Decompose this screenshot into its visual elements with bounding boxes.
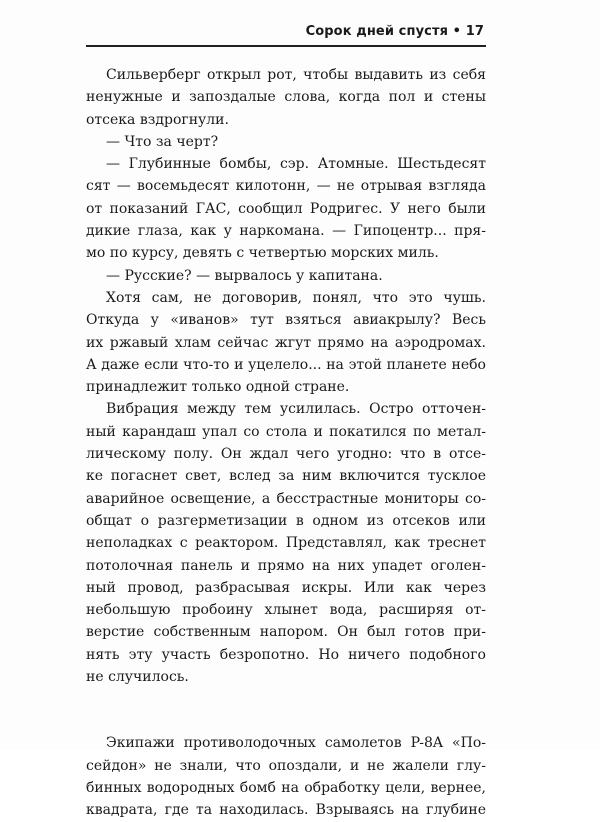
text-line: Хотя сам, не договорив, понял, что это чушь. xyxy=(106,289,486,306)
running-header: Сорок дней спустя • 17 xyxy=(305,24,484,39)
text-line: — Глубинные бомбы, сэр. Атомные. Шестьдесят xyxy=(106,156,486,173)
text-line: неполадках с реактором. Представлял, как треснет xyxy=(86,535,486,552)
text-line: не случилось. xyxy=(86,669,189,686)
text-line: ненужные и запоздалые слова, когда пол и стены xyxy=(86,89,486,106)
paragraph xyxy=(86,398,486,688)
paragraph xyxy=(86,131,486,153)
section-break xyxy=(86,688,486,710)
paragraph xyxy=(86,265,486,287)
text-line: квадрата, где та находилась. Взрываясь на глубине xyxy=(86,802,486,819)
paragraph xyxy=(86,287,486,398)
text-line: их ржавый хлам сейчас жгут прямо на аэродромах. xyxy=(86,334,486,351)
text-line: Откуда у «иванов» тут взяться авиакрылу? Весь xyxy=(86,312,486,329)
header-rule xyxy=(86,45,486,47)
paragraph xyxy=(86,732,486,821)
text-line: — Русские? — вырвалось у капитана. xyxy=(106,267,383,284)
text-line: мо по курсу, девять с четвертью морских миль. xyxy=(86,245,439,262)
text-line: ный провод, разбрасывая искры. Или как через xyxy=(86,579,486,596)
text-line: лическому полу. Он ждал чего угодно: что в отсе- xyxy=(86,446,486,463)
body-text xyxy=(86,64,486,822)
text-line: аварийное освещение, а бесстрастные мониторы со- xyxy=(86,490,486,507)
text-line: сейдон» не знали, что опоздали, и не жалели глу- xyxy=(86,757,486,774)
text-line: отсека вздрогнули. xyxy=(86,111,229,128)
text-line: дикие глаза, как у наркомана. — Гипоцентр... пря- xyxy=(86,223,486,240)
text-line: верстие собственным напором. Он был готов при- xyxy=(86,624,486,641)
section-break xyxy=(86,710,486,732)
paragraph xyxy=(86,153,486,264)
text-line: общат о разгерметизации в одном из отсеков или xyxy=(86,512,486,529)
text-line: ный карандаш упал со стола и покатился по метал- xyxy=(86,423,486,440)
text-line: нять эту участь безропотно. Но ничего подобного xyxy=(86,646,486,663)
text-line: — Что за черт? xyxy=(106,133,219,150)
text-line: А даже если что-то и уцелело... на этой планете небо xyxy=(86,356,486,373)
text-line: бинных водородных бомб на обработку цели, вернее, xyxy=(86,779,486,796)
text-line: небольшую пробоину хлынет вода, расширяя от- xyxy=(86,602,486,619)
paragraph xyxy=(86,64,486,131)
text-line: Сильверберг открыл рот, чтобы выдавить из себя xyxy=(106,67,486,83)
text-line: сят — восемьдесят килотонн, — не отрывая взгляда xyxy=(86,178,486,195)
text-line: принадлежит только одной стране. xyxy=(86,379,350,396)
text-line: Вибрация между тем усилилась. Остро отточен- xyxy=(106,401,486,418)
text-line: потолочная панель и прямо на них упадет оголен- xyxy=(86,557,486,574)
text-line: Экипажи противолодочных самолетов P-8A «По- xyxy=(106,735,486,752)
text-line: от показаний ГАС, сообщил Родригес. У него были xyxy=(86,200,486,217)
text-line: ке погаснет свет, вслед за ним включится тусклое xyxy=(86,468,486,485)
